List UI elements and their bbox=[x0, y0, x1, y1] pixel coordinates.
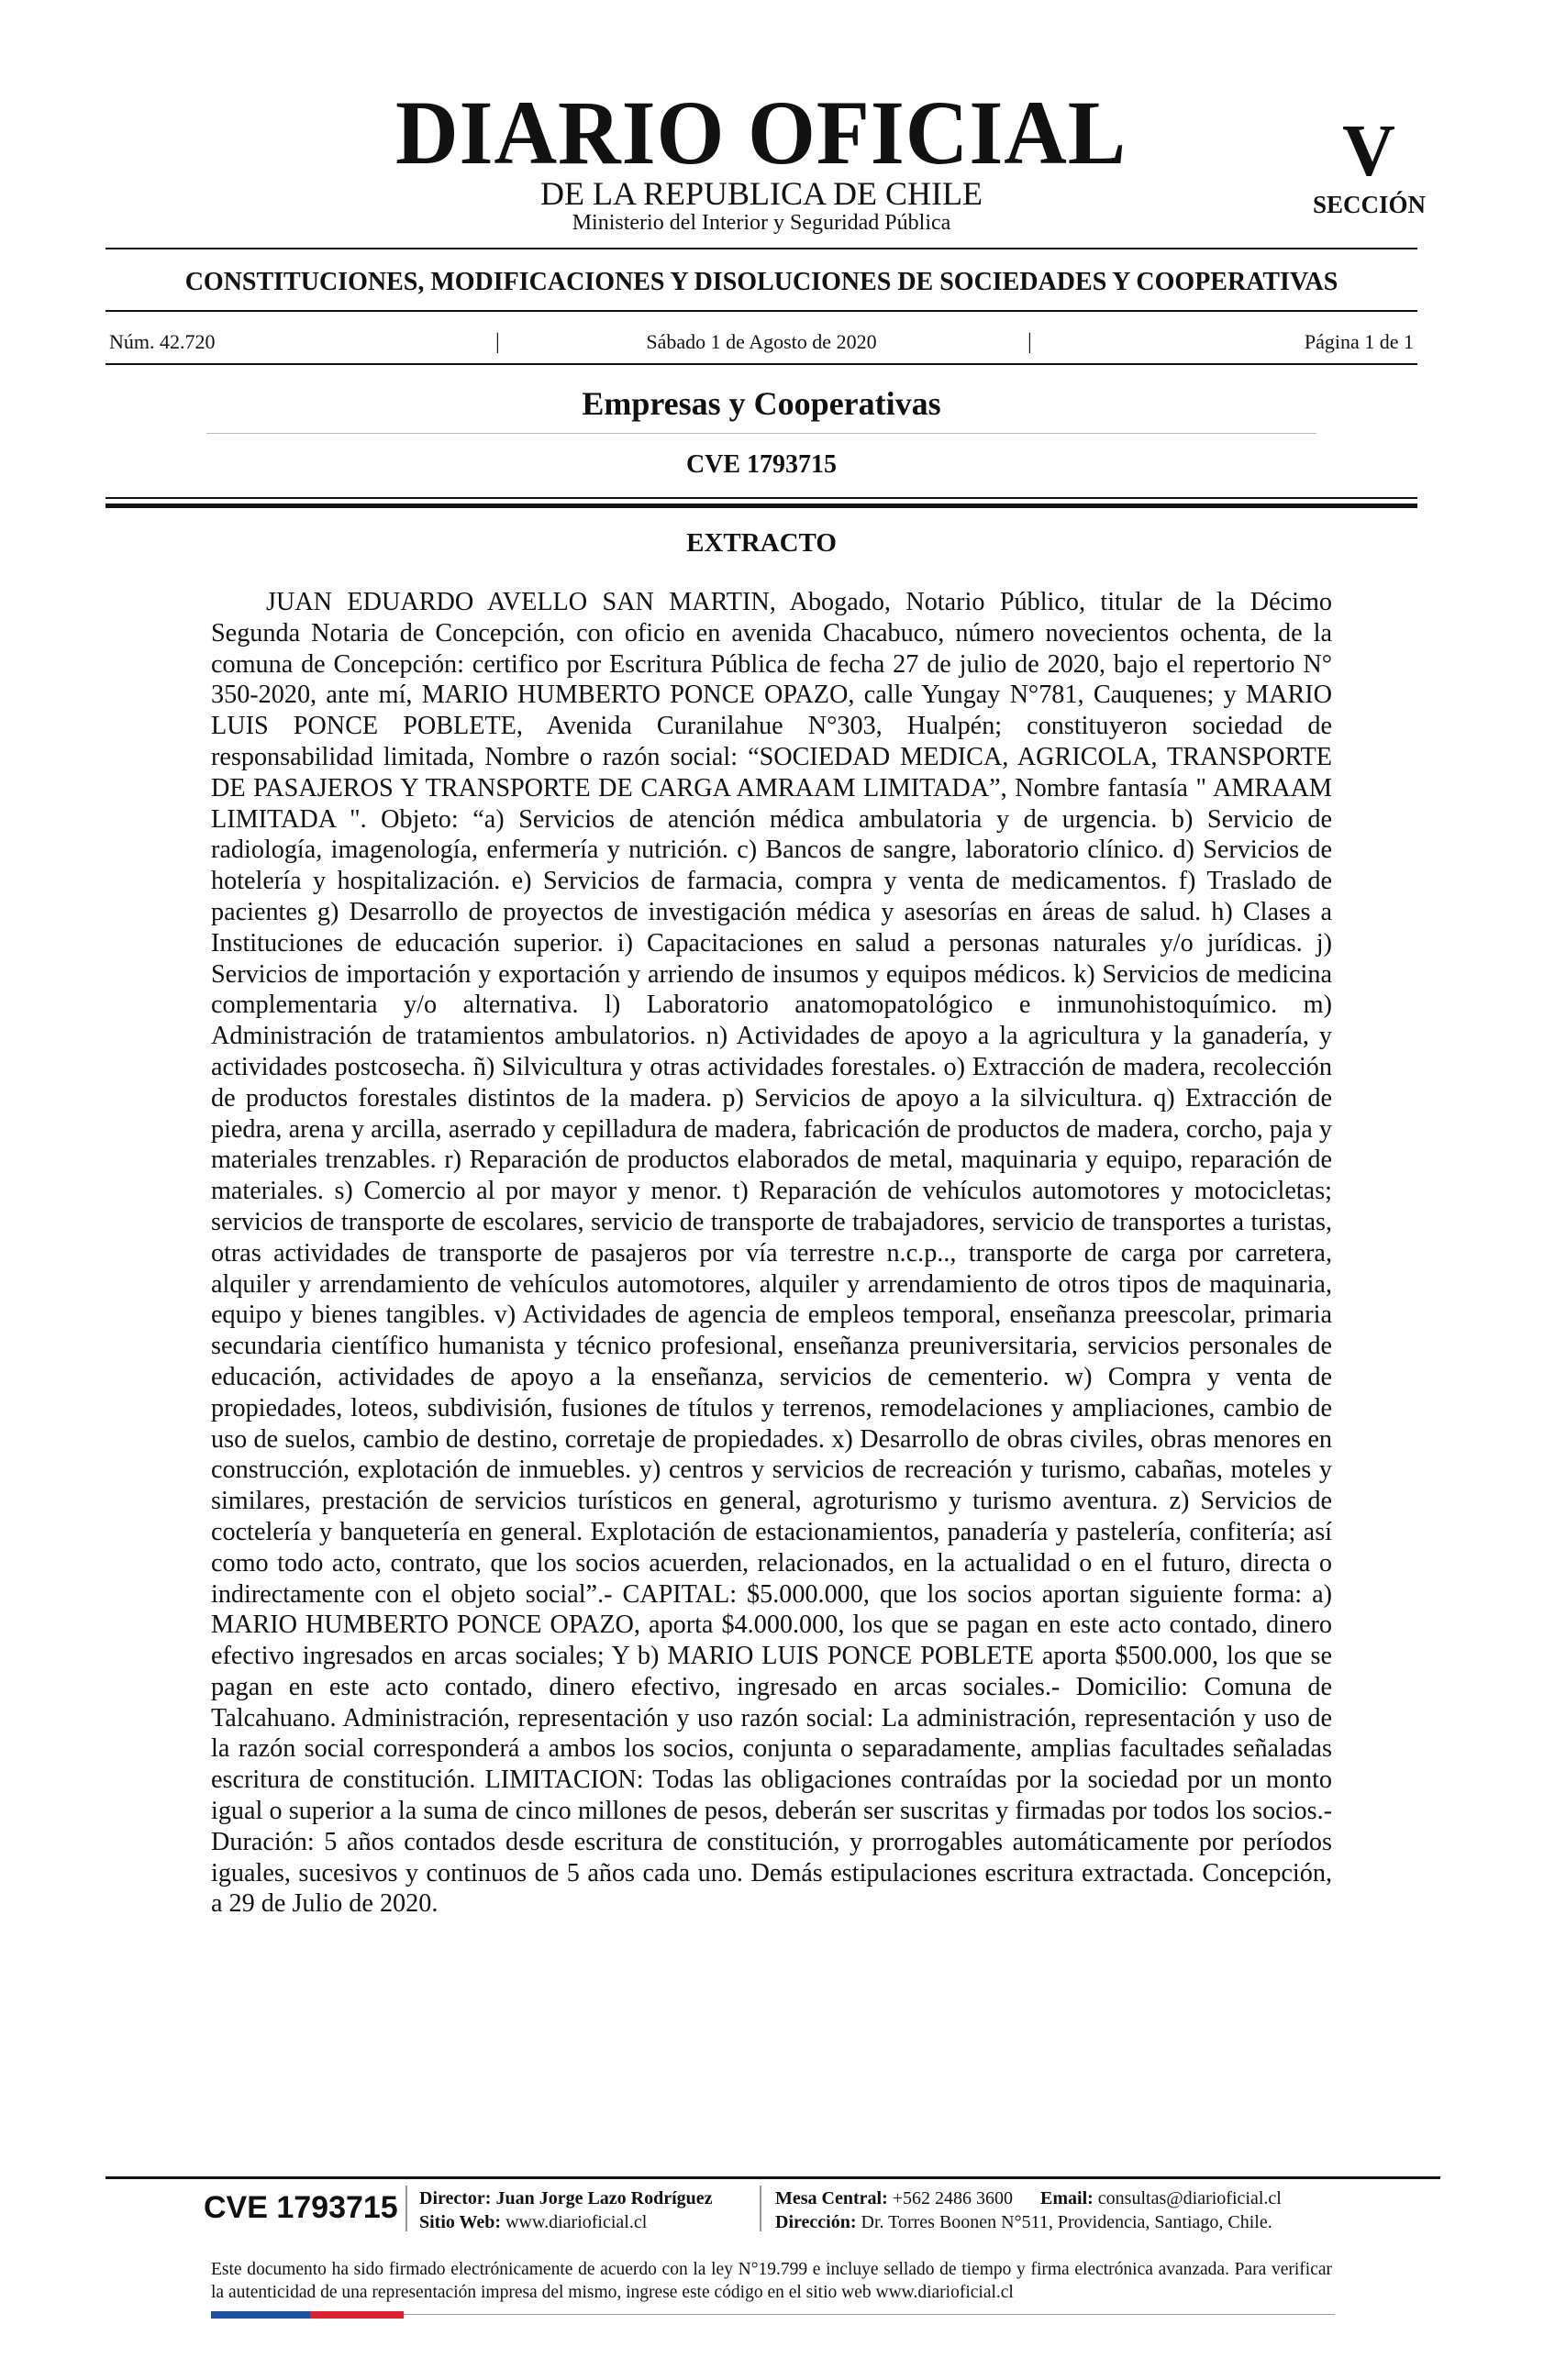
director-name: Juan Jorge Lazo Rodríguez bbox=[495, 2188, 713, 2208]
footer-cve-code: CVE 1793715 bbox=[204, 2190, 398, 2225]
document-title: EXTRACTO bbox=[686, 528, 837, 558]
flag-stripe-blue bbox=[211, 2311, 310, 2319]
page-number: Página 1 de 1 bbox=[1304, 330, 1414, 353]
newspaper-subtitle: DE LA REPUBLICA DE CHILE bbox=[540, 175, 983, 212]
section-category: CONSTITUCIONES, MODIFICACIONES Y DISOLUCIONES DE SOCIEDADES Y COOPERATIVAS bbox=[184, 268, 1338, 296]
issue-date: Sábado 1 de Agosto de 2020 bbox=[646, 330, 877, 353]
masthead-rule bbox=[106, 248, 1417, 249]
address-label: Dirección: bbox=[775, 2212, 857, 2232]
director-label: Director: bbox=[419, 2188, 492, 2208]
footer-contact-block bbox=[775, 2186, 1282, 2234]
issue-info-bar bbox=[106, 327, 1417, 357]
email-link[interactable]: consultas@diarioficial.cl bbox=[1097, 2188, 1282, 2208]
footer-rule bbox=[106, 2176, 1440, 2179]
issue-number: Núm. 42.720 bbox=[109, 330, 216, 353]
issue-separator: | bbox=[495, 330, 500, 354]
phone-label: Mesa Central: bbox=[775, 2188, 888, 2208]
cve-code: CVE 1793715 bbox=[685, 450, 838, 479]
section-label: SECCIÓN bbox=[1312, 191, 1427, 218]
address-text: Dr. Torres Boonen N°511, Providencia, Santiago, Chile. bbox=[861, 2212, 1272, 2232]
flag-stripe-red bbox=[310, 2311, 404, 2319]
web-label: Sitio Web: bbox=[419, 2212, 502, 2232]
flag-stripe-line bbox=[404, 2314, 1335, 2315]
subcategory-rule bbox=[206, 433, 1316, 434]
section-letter: V bbox=[1342, 111, 1395, 192]
newspaper-title: DIARIO OFICIAL bbox=[395, 82, 1127, 183]
ministry-line: Ministerio del Interior y Seguridad Pública bbox=[572, 211, 951, 235]
cve-rule-2 bbox=[106, 504, 1417, 508]
footer-verification-note: Este documento ha sido firmado electrónicamente de acuerdo con la ley N°19.799 e incluye sellado de tiempo y firma electrónica avanzada. Para verificar la autenticidad de una representación impresa del mismo, ingrese este código en el sitio web www.diarioficial.cl bbox=[211, 2260, 1332, 2302]
email-label: Email: bbox=[1040, 2188, 1094, 2208]
masthead bbox=[106, 82, 1427, 252]
category-rule-top bbox=[106, 310, 1417, 312]
subcategory-title: Empresas y Cooperativas bbox=[582, 385, 941, 422]
footer-divider bbox=[405, 2186, 407, 2231]
footer-divider bbox=[760, 2186, 761, 2231]
document-body: JUAN EDUARDO AVELLO SAN MARTIN, Abogado, Notario Público, titular de la Décimo Segunda Notaria de Concepción, con oficio en avenida Chacabuco, número novecientos ochenta, de la comuna de Concepción: certifico por Escritura Pública de fecha 27 de julio de 2020, bajo el repertorio N° 350-2020, ante mí, MARIO HUMBERTO PONCE OPAZO, calle Yungay N°781, Cauquenes; y MARIO LUIS PONCE POBLETE, Avenida Curanilahue N°303, Hualpén; constituyeron sociedad de responsabilidad limitada, Nombre o razón social: “SOCIEDAD MEDICA, AGRICOLA, TRANSPORTE DE PASAJEROS Y TRANSPORTE DE CARGA AMRAAM LIMITADA”, Nombre fantasía " AMRAAM LIMITADA ". Objeto: “a) Servicios de atención médica ambulatoria y de urgencia. b) Servicio de radiología, imagenología, enfermería y nutrición. c) Bancos de sangre, laboratorio clínico. d) Servicios de hotelería y hospitalización. e) Servicios de farmacia, compra y venta de medicamentos. f) Traslado de pacientes g) Desarrollo de proyectos de investigación médica y asesorías en áreas de salud. h) Clases a Instituciones de educación superior. i) Capacitaciones en salud a personas naturales y/o jurídicas. j) Servicios de importación y exportación y arriendo de insumos y equipos médicos. k) Servicios de medicina complementaria y/o alternativa. l) Laboratorio anatomopatológico e inmunohistoquímico. m) Administración de tratamientos ambulatorios. n) Actividades de apoyo a la agricultura y la ganadería, y actividades postcosecha. ñ) Silvicultura y otras actividades forestales. o) Extracción de madera, recolección de productos forestales distintos de la madera. p) Servicios de apoyo a la silvicultura. q) Extracción de piedra, arena y arcilla, aserrado y cepilladura de madera, fabricación de productos de madera, corcho, paja y materiales trenzables. r) Reparación de productos elaborados de metal, maquinaria y equipo, reparación de materiales. s) Comercio al por mayor y menor. t) Reparación de vehículos automotores y motocicletas; servicios de transporte de escolares, servicio de transporte de trabajadores, servicio de transportes a turistas, otras actividades de transporte de pasajeros por vía terrestre n.c.p.., transporte de carga por carretera, alquiler y arrendamiento de vehículos automotores, alquiler y arrendamiento de otros tipos de maquinaria, equipo y bienes tangibles. v) Actividades de agencia de empleos temporal, enseñanza preescolar, primaria secundaria científico humanista y técnico profesional, enseñanza preuniversitaria, servicios personales de educación, actividades de apoyo a la enseñanza, servicios de cementerio. w) Compra y venta de propiedades, loteos, subdivisión, fusiones de títulos y terrenos, remodelaciones y ampliaciones, cambio de uso de suelos, cambio de destino, corretaje de propiedades. x) Desarrollo de obras civiles, obras menores en construcción, explotación de inmuebles. y) centros y servicios de recreación y turismo, cabañas, moteles y similares, prestación de servicios turísticos en general, agroturismo y turismo aventura. z) Servicios de coctelería y banquetería en general. Explotación de estacionamientos, panadería y pastelería, confitería; así como todo acto, contrato, que los socios acuerden, relacionados, en la actualidad o en el futuro, directa o indirectamente con el objeto social”.- CAPITAL: $5.000.000, que los socios aportan siguiente forma: a) MARIO HUMBERTO PONCE OPAZO, aporta $4.000.000, los que se pagan en este acto contado, dinero efectivo ingresados en arcas sociales; Y b) MARIO LUIS PONCE POBLETE aporta $500.000, los que se pagan en este acto contado, dinero efectivo, ingresado en arcas sociales.- Domicilio: Comuna de Talcahuano. Administración, representación y uso razón social: La administración, representación y uso de la razón social corresponderá a ambos los socios, conjunta o separadamente, amplias facultades señaladas escritura de constitución. LIMITACION: Todas las obligaciones contraídas por la sociedad por un monto igual o superior a la suma de cinco millones de pesos, deberán ser suscritas y firmadas por todos los socios.- Duración: 5 años contados desde escritura de constitución, y prorrogables automáticamente por períodos iguales, sucesivos y continuos de 5 años cada uno. Demás estipulaciones escritura extractada. Concepción, a 29 de Julio de 2020. bbox=[211, 588, 1332, 1919]
footer-director-block bbox=[419, 2186, 713, 2234]
phone-number: +562 2486 3600 bbox=[892, 2188, 1014, 2208]
web-link[interactable]: www.diarioficial.cl bbox=[505, 2212, 648, 2232]
cve-rule-1 bbox=[106, 497, 1417, 499]
issue-rule bbox=[106, 363, 1417, 365]
issue-separator: | bbox=[1027, 330, 1032, 354]
